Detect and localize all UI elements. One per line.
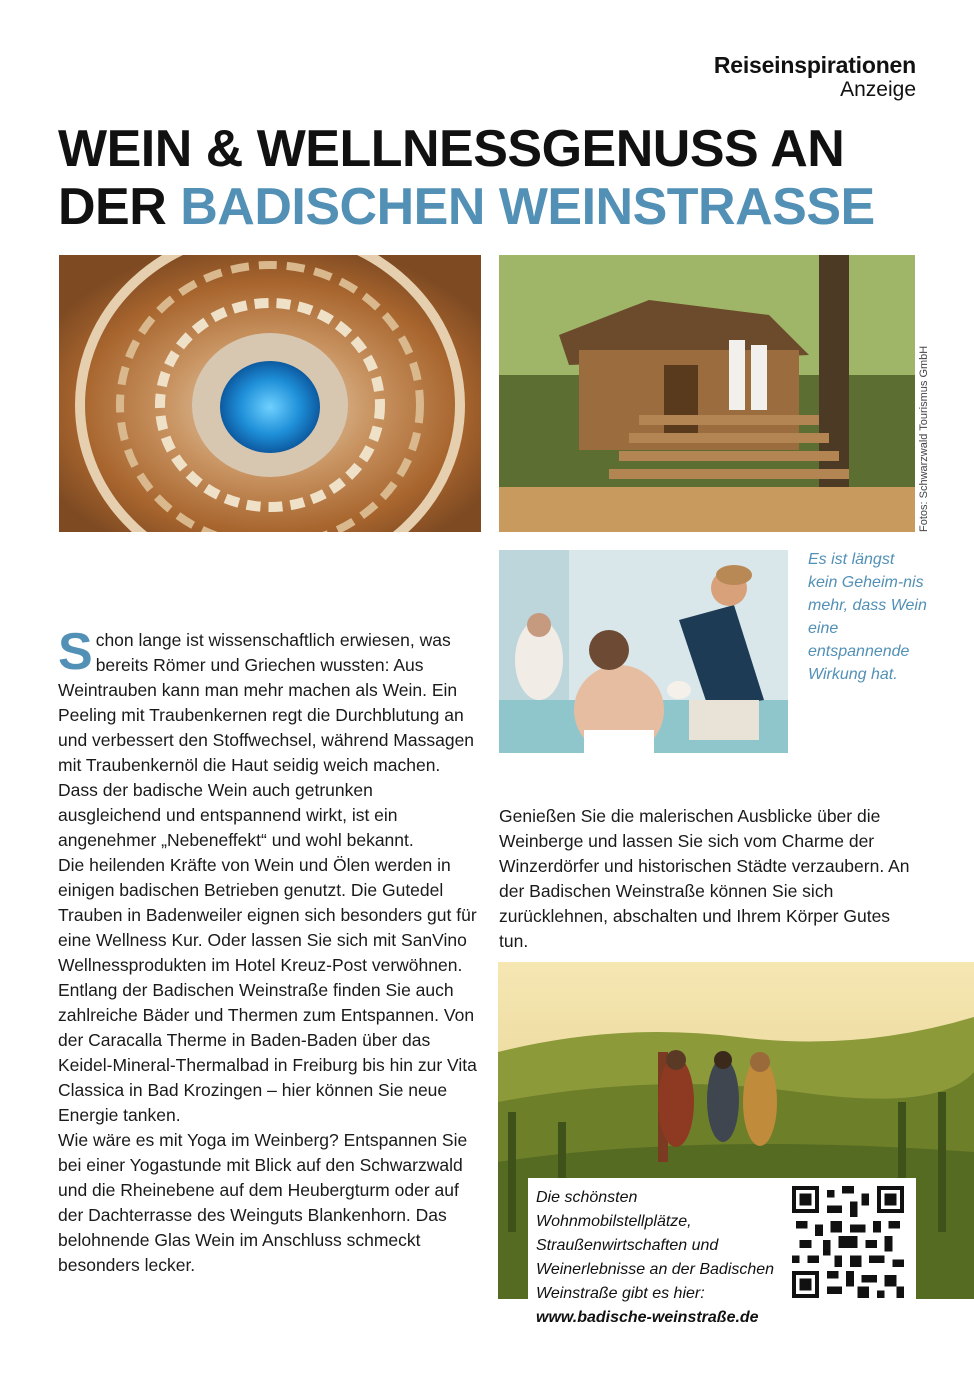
article-body-right: Genießen Sie die malerischen Ausblicke über die Weinberge und lassen Sie sich vom Charme der Winzerdörfer und historischen Städte verzaubern. An der Badischen Weinstraße können Sie sich zurücklehnen, abschalten und Ihrem Körper Gutes tun. (499, 806, 910, 951)
info-box (528, 1178, 916, 1326)
paragraph-intro (58, 623, 478, 853)
title-line-2-accent: BADISCHEN WEINSTRASSE (180, 178, 875, 236)
paragraph-wine-oils: Die heilenden Kräfte von Wein und Ölen werden in einigen badischen Betrieben genutzt. Die Gutedel Trauben in Badenweiler eignen sich besonders gut für eine Wellness Kur. Oder lassen Sie sich mit SanVino Wellnessprodukten im Hotel Kreuz-Post verwöhnen. (58, 855, 477, 975)
sauna-cabin-photo (499, 255, 915, 532)
info-description: Die schönsten Wohnmobilstellplätze, Straußenwirtschaften und Weinerlebnisse an der Badischen Weinstraße gibt es hier: (536, 1189, 775, 1302)
article-body-left (58, 623, 478, 1278)
section-rubric: Reiseinspirationen (713, 52, 916, 78)
photo-credit: Fotos: Schwarzwald Tourismus GmbH (918, 345, 930, 532)
info-text (536, 1186, 786, 1330)
quote-caption: Es ist längst kein Geheim-nis mehr, dass Wein eine entspannende Wirkung hat. (808, 551, 927, 683)
page-header (714, 52, 916, 102)
paragraph-yoga: Wie wäre es mit Yoga im Weinberg? Entspannen Sie bei einer Yogastunde mit Blick auf den Schwarzwald und die Rheinebene auf dem Heubergturm oder auf der Dachterrasse des Weinguts Blankenhorn. Das belohnende Glas Wein im Anschluss schmeckt besonders lecker. (58, 1130, 468, 1275)
paragraph-thermal-baths: Entlang der Badischen Weinstraße finden Sie auch zahlreiche Bäder und Thermen zum Entspannen. Von der Caracalla Therme in Baden-Baden über das Keidel-Mineral-Thermalbad in Freiburg bis hin zur Vita Classica in Bad Krozingen – hier können Sie neue Energie tanken. (58, 980, 477, 1125)
wellness-treatment-photo (499, 550, 788, 753)
drop-cap: S (58, 623, 93, 681)
website-link[interactable]: www.badische-weinstraße.de (536, 1309, 759, 1326)
paragraph-intro-text: chon lange ist wissenschaftlich erwiesen, was bereits Römer und Griechen wussten: Aus Weintrauben kann man mehr machen als Wein. Ein Peeling mit Traubenkernen regt die Durchblutung an und verbessert den Stoffwechsel, während Massagen mit Traubenkernöl die Haut seidig weich machen. Dass der badische Wein auch getrunken ausgleichend und entspannend wirkt, ist ein angenehmer „Nebeneffekt“ und wohl bekannt. (58, 630, 475, 850)
advertisement-label: Anzeige (840, 78, 916, 101)
thermal-dome-photo (59, 255, 481, 532)
qr-code-icon[interactable] (792, 1186, 904, 1298)
article-title (58, 120, 918, 236)
title-line-2-plain: DER (58, 178, 181, 236)
title-line-1: WEIN & WELLNESSGENUSS AN (58, 120, 845, 178)
